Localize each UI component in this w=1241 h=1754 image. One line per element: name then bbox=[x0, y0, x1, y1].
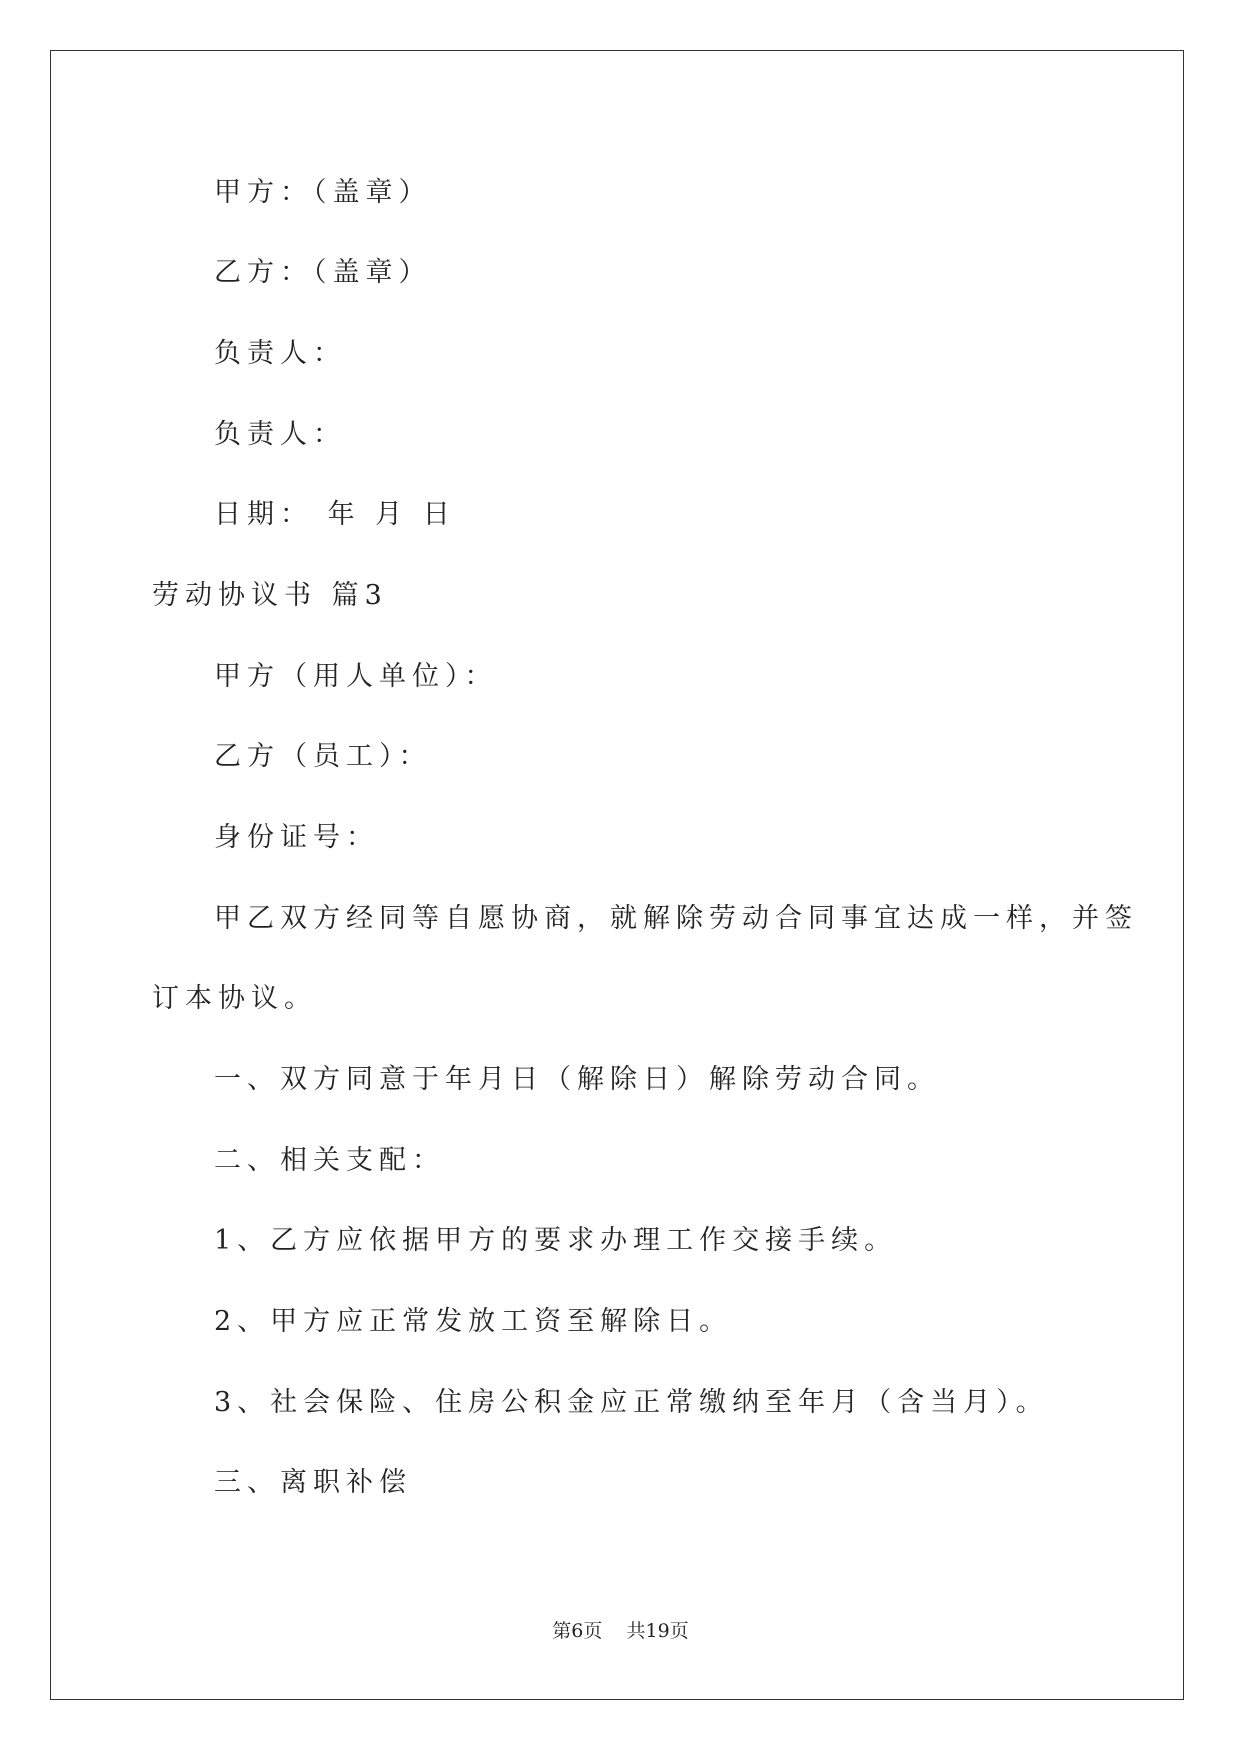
page-number: 第6页 共19页 bbox=[552, 1620, 689, 1642]
date-line: 日期： 年 月 日 bbox=[214, 499, 456, 530]
id-number-line: 身份证号： bbox=[214, 822, 379, 853]
intro-paragraph-line-1: 甲乙双方经同等自愿协商，就解除劳动合同事宜达成一样，并签 bbox=[214, 903, 1138, 934]
clause-2-item-2: 2、甲方应正常发放工资至解除日。 bbox=[214, 1306, 733, 1337]
clause-2-item-1: 1、乙方应依据甲方的要求办理工作交接手续。 bbox=[214, 1225, 898, 1256]
page-border bbox=[50, 50, 1184, 1700]
clause-2-item-3: 3、社会保险、住房公积金应正常缴纳至年月（含当月）。 bbox=[214, 1387, 1049, 1418]
party-b-responsible-line: 负责人： bbox=[214, 419, 346, 450]
party-a-responsible-line: 负责人： bbox=[214, 338, 346, 369]
section-heading: 劳动协议书 篇3 bbox=[152, 580, 388, 611]
party-a-seal-line: 甲方：（盖章） bbox=[214, 177, 432, 208]
clause-3-heading: 三、离职补偿 bbox=[214, 1467, 412, 1498]
clause-1: 一、双方同意于年月日（解除日）解除劳动合同。 bbox=[214, 1064, 940, 1095]
clause-2-heading: 二、相关支配： bbox=[214, 1145, 445, 1176]
employee-line: 乙方（员工）： bbox=[214, 741, 432, 772]
intro-paragraph-line-2: 订本协议。 bbox=[152, 983, 317, 1014]
employer-line: 甲方（用人单位）： bbox=[214, 661, 498, 692]
party-b-seal-line: 乙方：（盖章） bbox=[214, 257, 432, 288]
